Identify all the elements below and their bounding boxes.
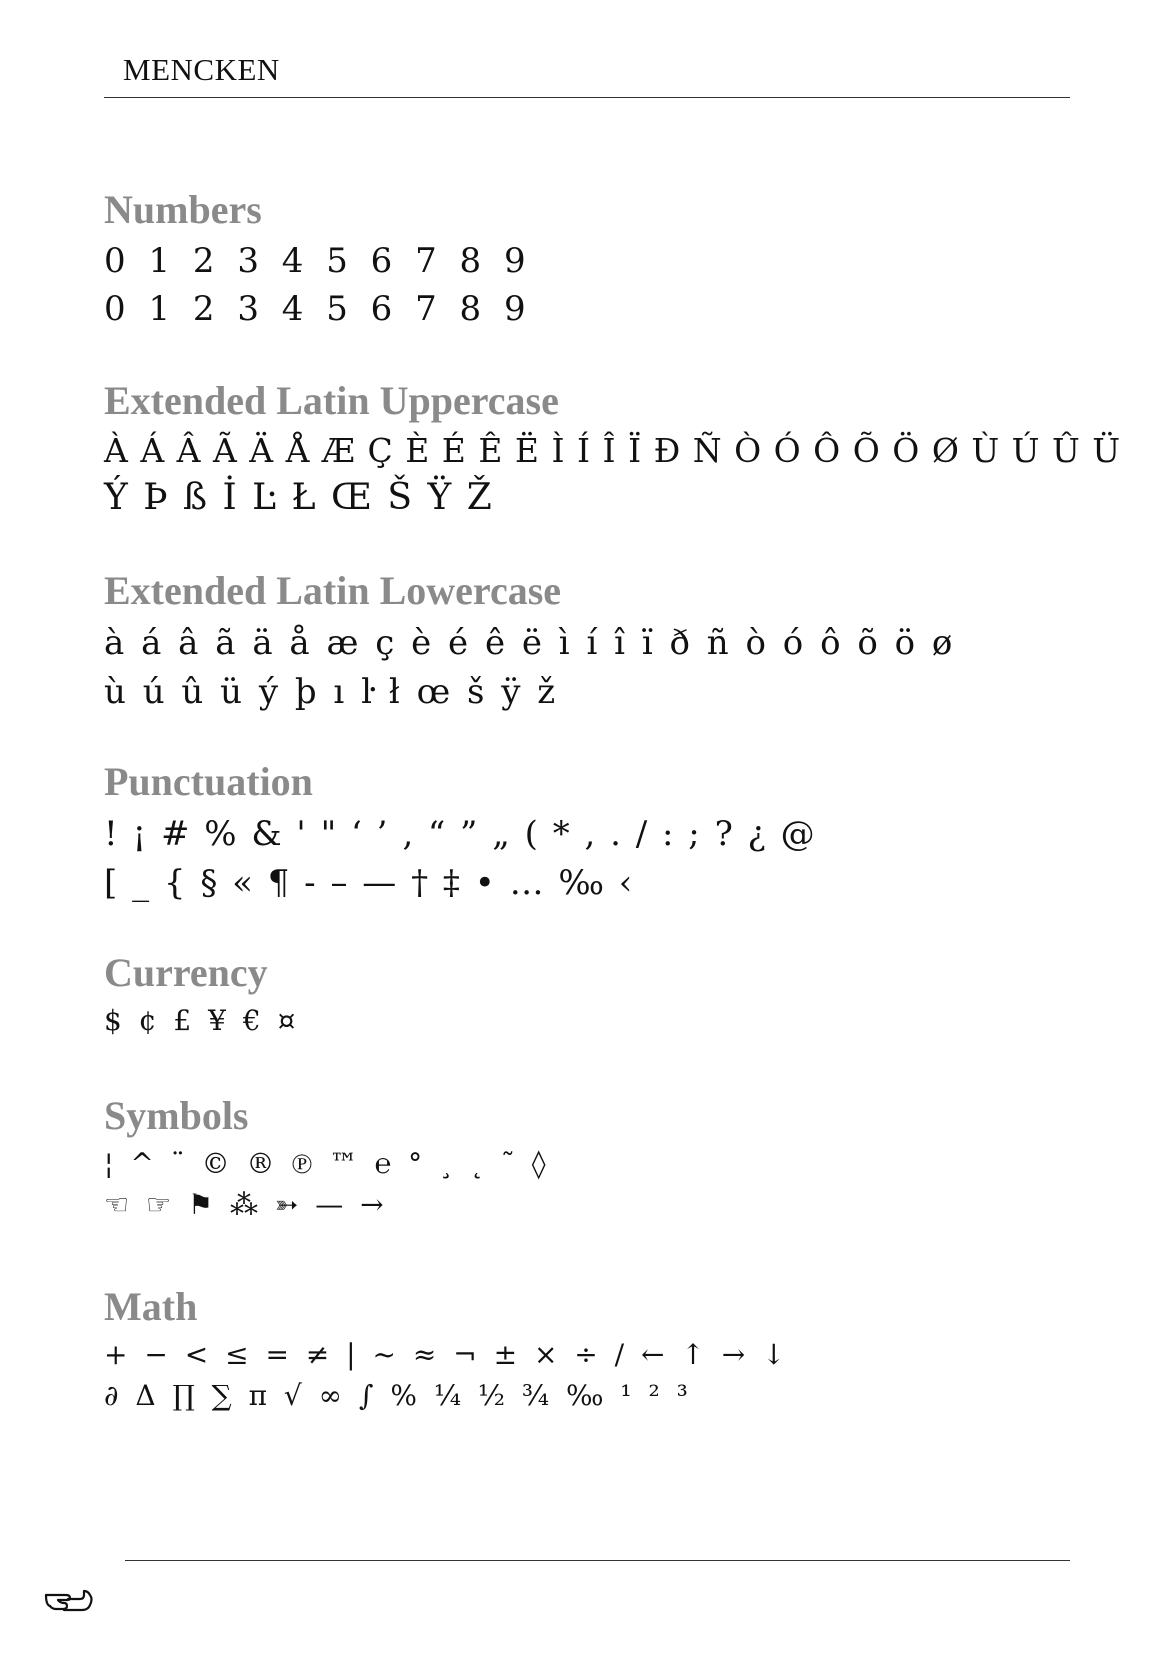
section-title: Currency xyxy=(104,950,268,995)
glyph-row: + − < ≤ = ≠ | ~ ≈ ¬ ± × ÷ / ← ↑ → ↓ xyxy=(104,1338,790,1371)
pointing-hand-icon xyxy=(44,1585,96,1613)
section-symbols xyxy=(104,1093,1064,1225)
glyph-row: ù ú û ü ý þ ı ŀ ł œ š ÿ ž xyxy=(104,672,559,713)
section-title: Math xyxy=(104,1284,198,1329)
glyph-row: [ _ { § « ¶ - – — † ‡ • … ‰ ‹ xyxy=(104,863,635,904)
glyph-row: 0 1 2 3 4 5 6 7 8 9 xyxy=(104,288,532,329)
footer-divider xyxy=(125,1560,1070,1561)
section-math xyxy=(104,1284,1064,1416)
glyph-row: ☜ ☞ ⚑ ⁂ ➳ — → xyxy=(104,1187,388,1221)
section-title: Extended Latin Lowercase xyxy=(104,568,562,613)
glyph-row: À Á Â Ã Ä Å Æ Ç È É Ê Ë Ì Í Î Ï Ð Ñ Ò Ó Ô Õ Ö Ø Ù Ú Û Ü xyxy=(104,431,1122,470)
section-title: Extended Latin Uppercase xyxy=(104,378,559,423)
glyph-row: ! ¡ # % & ' " ‘ ’ ‚ “ ” „ ( * , . / : ; ? ¿ @ xyxy=(104,814,817,854)
section-title: Numbers xyxy=(104,187,262,232)
section-title: Punctuation xyxy=(104,759,313,804)
section-currency xyxy=(104,950,1064,1042)
section-punctuation xyxy=(104,759,1064,909)
glyph-row: $ ¢ £ ¥ € ¤ xyxy=(104,1004,300,1037)
page-header-title: MENCKEN xyxy=(123,52,280,87)
glyph-row: 0 1 2 3 4 5 6 7 8 9 xyxy=(104,241,532,281)
section-lowercase xyxy=(104,568,1064,718)
glyph-row: ¦ ^ ¨ © ® ℗ ™ ℮ ° ¸ ˛ ˜ ◊ xyxy=(104,1147,550,1180)
glyph-row: à á â ã ä å æ ç è é ê ë ì í î ï ð ñ ò ó ô õ ö ø xyxy=(104,623,956,663)
header-divider xyxy=(104,97,1070,98)
section-title: Symbols xyxy=(104,1093,249,1138)
glyph-row: ∂ Δ ∏ ∑ π √ ∞ ∫ % ¼ ½ ¾ ‰ ¹ ² ³ xyxy=(104,1378,692,1412)
glyph-row: Ý Þ ß İ Ŀ Ł Œ Š Ÿ Ž xyxy=(104,476,494,518)
section-numbers xyxy=(104,187,1064,333)
section-uppercase xyxy=(104,378,1122,522)
